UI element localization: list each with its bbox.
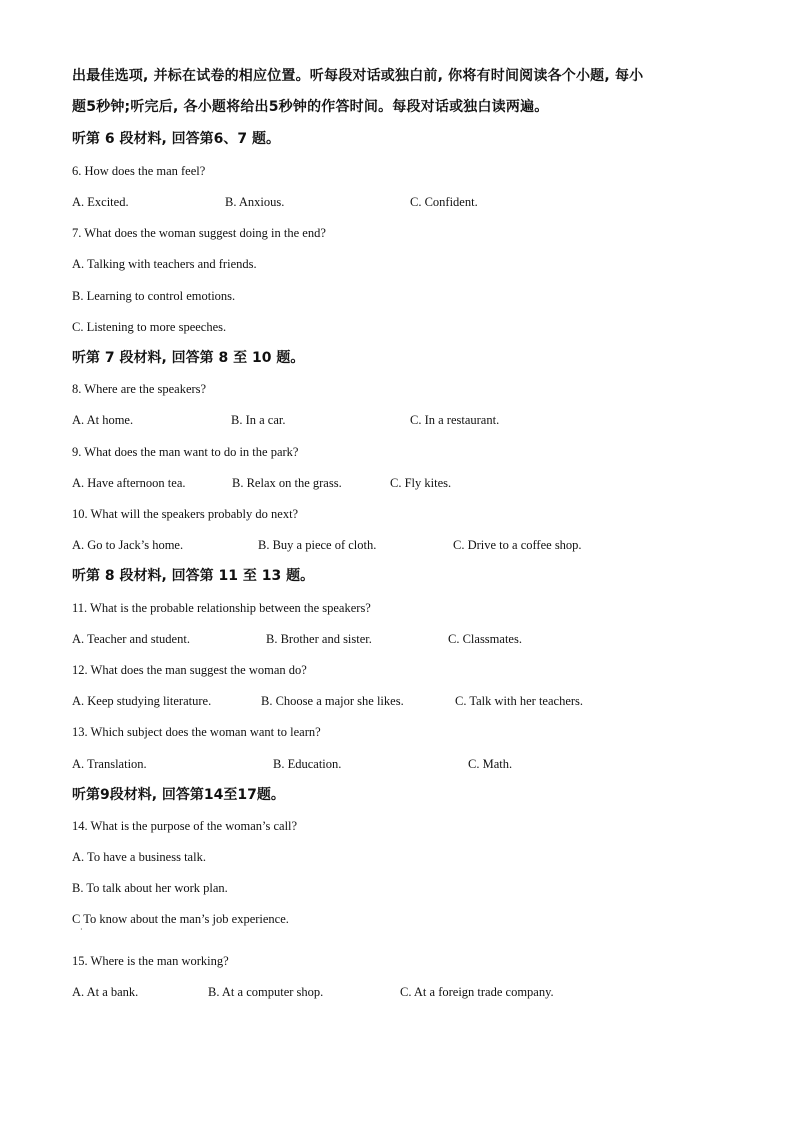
q12-option-c: C. Talk with her teachers. [455,694,584,708]
q14-option-c: C To know about the man’s job experience. [72,912,289,926]
q10-option-a: A. Go to Jack’s home. [72,538,184,552]
question-14: 14. What is the purpose of the woman’s call? [72,819,298,833]
question-9: 9. What does the man want to do in the park? [72,445,299,459]
stray-dot-mark: · [80,925,83,934]
q10-option-b: B. Buy a piece of cloth. [258,538,377,552]
q11-option-c: C. Classmates. [448,632,522,646]
instructions-line-2: 题5秒钟;听完后, 各小题将给出5秒钟的作答时间。每段对话或独白读两遍。 [72,99,549,115]
q13-option-b: B. Education. [273,757,342,771]
q11-option-a: A. Teacher and student. [72,632,190,646]
q9-option-b: B. Relax on the grass. [232,476,342,490]
q10-option-c: C. Drive to a coffee shop. [453,538,582,552]
q14-option-b: B. To talk about her work plan. [72,881,228,895]
q13-option-c: C. Math. [468,757,513,771]
q11-option-b: B. Brother and sister. [266,632,372,646]
q6-option-c: C. Confident. [410,195,478,209]
q12-option-b: B. Choose a major she likes. [261,694,404,708]
q7-option-c: C. Listening to more speeches. [72,320,227,334]
section-heading-8: 听第 8 段材料, 回答第 11 至 13 题。 [72,568,315,584]
question-6: 6. How does the man feel? [72,164,206,178]
question-15: 15. Where is the man working? [72,954,229,968]
section-heading-7: 听第 7 段材料, 回答第 8 至 10 题。 [72,350,305,366]
question-13: 13. Which subject does the woman want to learn? [72,725,321,739]
q8-option-b: B. In a car. [231,413,286,427]
question-12: 12. What does the man suggest the woman do? [72,663,307,677]
section-heading-6: 听第 6 段材料, 回答第6、7 题。 [72,131,281,147]
q15-option-a: A. At a bank. [72,985,139,999]
q6-option-a: A. Excited. [72,195,129,209]
q6-option-b: B. Anxious. [225,195,285,209]
q9-option-a: A. Have afternoon tea. [72,476,186,490]
section-heading-9: 听第9段材料, 回答第14至17题。 [72,787,285,803]
q14-option-a: A. To have a business talk. [72,850,206,864]
q8-option-a: A. At home. [72,413,134,427]
question-8: 8. Where are the speakers? [72,382,207,396]
question-11: 11. What is the probable relationship between the speakers? [72,601,371,615]
q15-option-c: C. At a foreign trade company. [400,985,554,999]
instructions-line-1: 出最佳选项, 并标在试卷的相应位置。听每段对话或独白前, 你将有时间阅读各个小题, 每小 [72,68,644,84]
q9-option-c: C. Fly kites. [390,476,452,490]
question-7: 7. What does the woman suggest doing in the end? [72,226,326,240]
q7-option-a: A. Talking with teachers and friends. [72,257,257,271]
q15-option-b: B. At a computer shop. [208,985,324,999]
q13-option-a: A. Translation. [72,757,147,771]
q12-option-a: A. Keep studying literature. [72,694,212,708]
q8-option-c: C. In a restaurant. [410,413,500,427]
q7-option-b: B. Learning to control emotions. [72,289,236,303]
question-10: 10. What will the speakers probably do next? [72,507,299,521]
